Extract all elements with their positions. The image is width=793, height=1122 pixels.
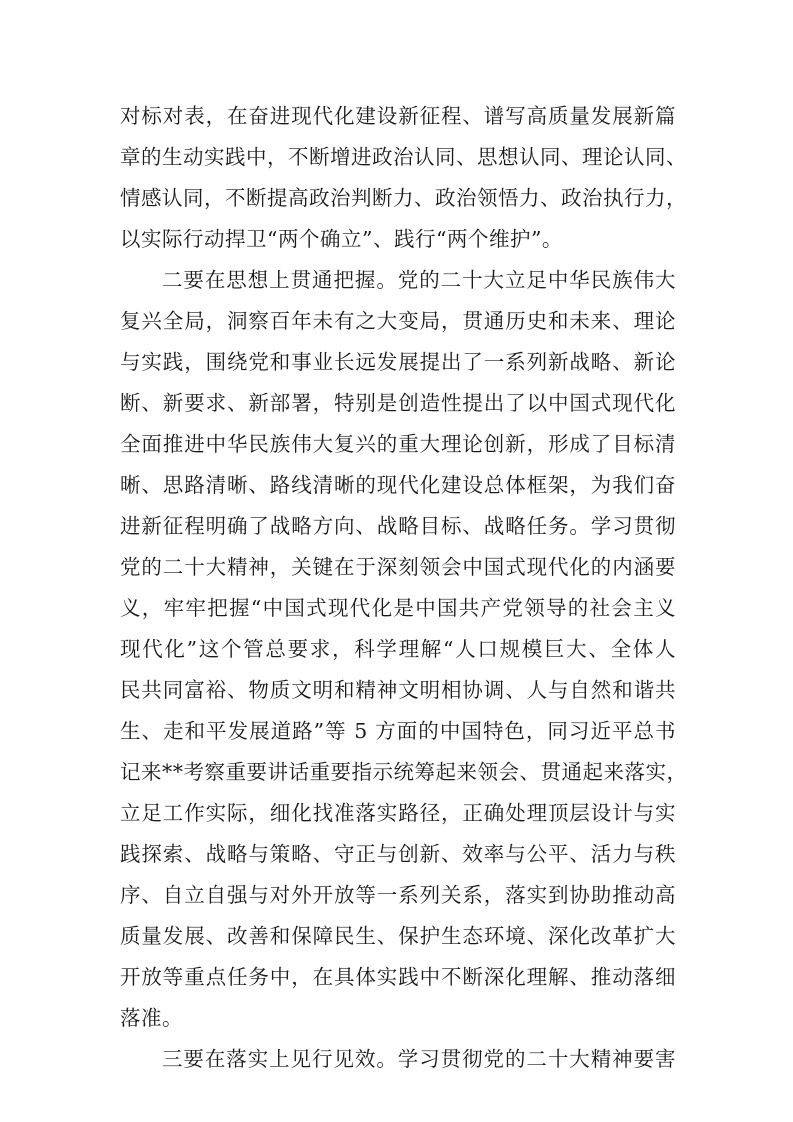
text-line-15: 民共同富裕、物质文明和精神文明相协调、人与自然和谐共 [120,678,676,702]
text-line-17: 记来**考察重要讲话重要指示统筹起来领会、贯通起来落实， [120,760,688,784]
text-line-8: 断、新要求、新部署，特别是创造性提出了以中国式现代化 [120,391,676,415]
text-line-7: 与实践，围绕党和事业长远发展提出了一系列新战略、新论 [120,350,676,374]
paragraph-2-heading-line: 二要在思想上贯通把握。党的二十大立足中华民族伟大 [162,268,676,292]
text-line-23: 落准。 [120,1006,183,1030]
text-line-19: 践探索、战略与策略、守正与创新、效率与公平、活力与秩 [120,842,676,866]
text-line-4: 以实际行动捍卫“两个确立”、践行“两个维护”。 [120,227,563,251]
text-line-21: 质量发展、改善和保障民生、保护生态环境、深化改革扩大 [120,924,676,948]
text-line-12: 党的二十大精神，关键在于深刻领会中国式现代化的内涵要 [120,555,676,579]
text-line-2: 章的生动实践中，不断增进政治认同、思想认同、理论认同、 [120,145,687,169]
text-line-20: 序、自立自强与对外开放等一系列关系，落实到协助推动高 [120,883,676,907]
text-line-1: 对标对表，在奋进现代化建设新征程、谱写高质量发展新篇 [120,104,676,128]
text-line-10: 晰、思路清晰、路线清晰的现代化建设总体框架，为我们奋 [120,473,676,497]
paragraph-3-heading-line: 三要在落实上见行见效。学习贯彻党的二十大精神要害 [162,1047,676,1071]
text-line-22: 开放等重点任务中，在具体实践中不断深化理解、推动落细 [120,965,676,989]
text-line-9: 全面推进中华民族伟大复兴的重大理论创新，形成了目标清 [120,432,676,456]
text-line-13: 义，牢牢把握“中国式现代化是中国共产党领导的社会主义 [120,596,676,620]
text-line-14: 现代化”这个管总要求，科学理解“人口规模巨大、全体人 [120,637,676,661]
text-line-3: 情感认同，不断提高政治判断力、政治领悟力、政治执行力， [120,186,687,210]
text-line-11: 进新征程明确了战略方向、战略目标、战略任务。学习贯彻 [120,514,676,538]
text-line-6: 复兴全局，洞察百年未有之大变局，贯通历史和未来、理论 [120,309,676,333]
text-line-16: 生、走和平发展道路”等 5 方面的中国特色，同习近平总书 [120,719,676,743]
text-line-18: 立足工作实际，细化找准落实路径，正确处理顶层设计与实 [120,801,676,825]
